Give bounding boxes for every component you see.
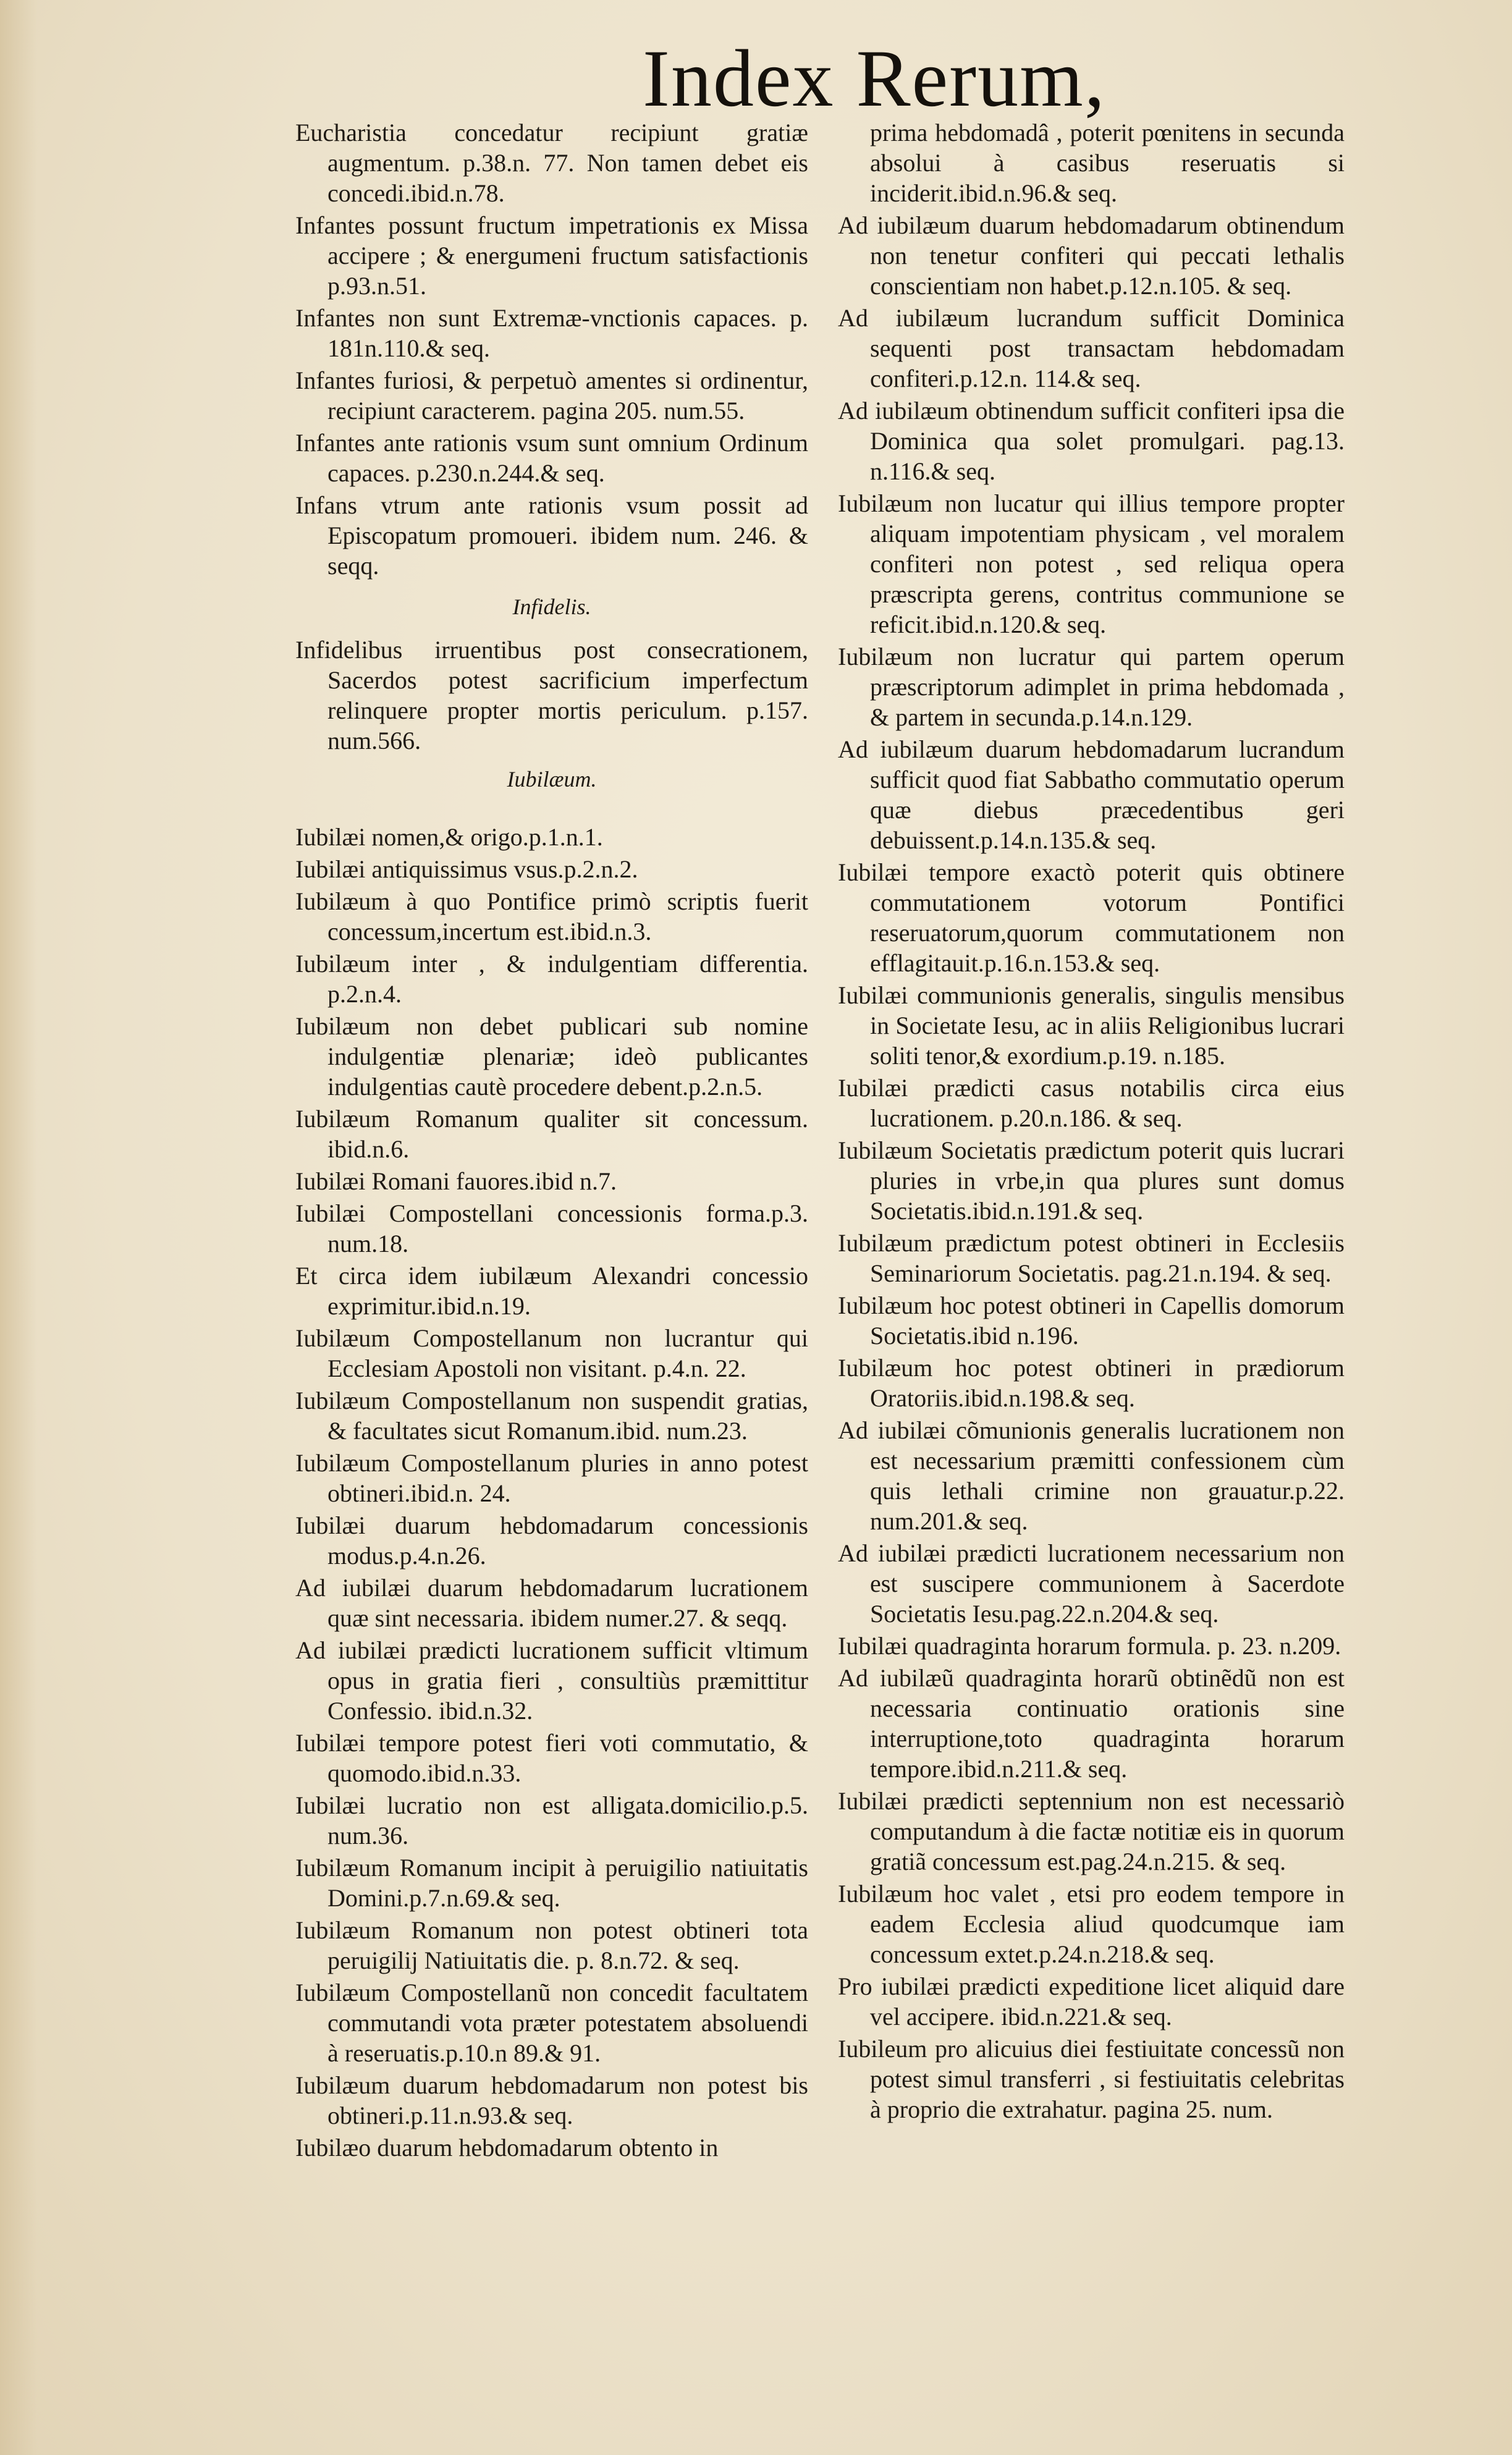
index-entry: Iubilæi prædicti septennium non est necessariò computandum à die factæ notitiæ eis in quorum gratiã concessum est.pag.24.n.215. & seq. [838, 1787, 1345, 1875]
index-entry: Et circa idem iubilæum Alexandri concessio exprimitur.ibid.n.19. [295, 1262, 808, 1320]
index-entry: Pro iubilæi prædicti expeditione licet aliquid dare vel accipere. ibid.n.221.& seq. [838, 1972, 1345, 2030]
index-entry: Ad iubilæi prædicti lucrationem sufficit vltimum opus in gratia fieri , consultiùs præmittitur Confessio. ibid.n.32. [295, 1636, 808, 1725]
index-entry: Iubilæum hoc potest obtineri in Capellis domorum Societatis.ibid n.196. [838, 1291, 1345, 1350]
index-entry: Iubilæum prædictum potest obtineri in Ecclesiis Seminariorum Societatis. pag.21.n.194. & seq. [838, 1229, 1345, 1287]
index-entry: Iubilæum Compostellanum non lucrantur qui Ecclesiam Apostoli non visitant. p.4.n. 22. [295, 1324, 808, 1382]
index-entry: Iubilæi duarum hebdomadarum concessionis modus.p.4.n.26. [295, 1511, 808, 1570]
index-entry: Iubilæum Romanum incipit à peruigilio natiuitatis Domini.p.7.n.69.& seq. [295, 1854, 808, 1912]
index-entry: Iubilæum Compostellanum non suspendit gratias, & facultates sicut Romanum.ibid. num.23. [295, 1387, 808, 1445]
index-entry: Iubilæi antiquissimus vsus.p.2.n.2. [295, 855, 638, 883]
index-entry: Ad iubilæum duarum hebdomadarum obtinendum non tenetur confiteri qui peccati lethalis conscientiam non habet.p.12.n.105. & seq. [838, 211, 1345, 300]
index-entry: Iubilæum non lucratur qui partem operum præscriptorum adimplet in prima hebdomada , & partem in secunda.p.14.n.129. [838, 643, 1345, 731]
index-entry: Infantes furiosi, & perpetuò amentes si ordinentur, recipiunt caracterem. pagina 205. num.55. [295, 366, 808, 425]
page-title: Index Rerum, [643, 33, 1106, 124]
index-entry: Iubilæum Compostellanum pluries in anno potest obtineri.ibid.n. 24. [295, 1449, 808, 1507]
index-entry: Iubilæi prædicti casus notabilis circa eius lucrationem. p.20.n.186. & seq. [838, 1074, 1345, 1132]
index-entry: Infantes non sunt Extremæ-vnctionis capaces. p. 181n.110.& seq. [295, 304, 808, 362]
index-entry: Ad iubilæum duarum hebdomadarum lucrandum sufficit quod fiat Sabbatho commutatio operum quæ diebus præcedentibus geri debuissent.p.14.n.135.& seq. [838, 735, 1345, 854]
index-entry: Iubilæum duarum hebdomadarum non potest bis obtineri.p.11.n.93.& seq. [295, 2071, 808, 2129]
left-column [295, 117, 808, 2165]
index-entry: Infantes ante rationis vsum sunt omnium Ordinum capaces. p.230.n.244.& seq. [295, 429, 808, 487]
section-heading: Iubilæum. [507, 767, 597, 792]
index-entry: Iubileum pro alicuius diei festiuitate concessũ non potest simul transferri , si festiuitatis celebritas à proprio die extrahatur. pagina 25. num. [838, 2035, 1345, 2123]
index-entry: Iubilæi lucratio non est alligata.domicilio.p.5. num.36. [295, 1791, 808, 1849]
index-entry: Iubilæum Compostellanũ non concedit facultatem commutandi vota præter potestatem absoluendi à reseruatis.p.10.n 89.& 91. [295, 1979, 808, 2067]
index-entry: prima hebdomadâ , poterit pœnitens in secunda absolui à casibus reseruatis si inciderit.ibid.n.96.& seq. [870, 119, 1345, 207]
index-entry: Ad iubilæi cõmunionis generalis lucrationem non est necessarium præmitti confessionem cùm quis lethali crimine non grauatur.p.22. num.201.& seq. [838, 1416, 1345, 1535]
index-entry: Iubilæi nomen,& origo.p.1.n.1. [295, 823, 603, 851]
index-entry: Ad iubilæum lucrandum sufficit Dominica sequenti post transactam hebdomadam confiteri.p.12.n. 114.& seq. [838, 304, 1345, 392]
index-entry: Infans vtrum ante rationis vsum possit ad Episcopatum promoueri. ibidem num. 246. & seqq. [295, 491, 808, 580]
index-entry: Iubilæum à quo Pontifice primò scriptis fuerit concessum,incertum est.ibid.n.3. [295, 887, 808, 945]
index-entry: Ad iubilæi prædicti lucrationem necessarium non est suscipere communionem à Sacerdote Societatis Iesu.pag.22.n.204.& seq. [838, 1539, 1345, 1628]
index-entry: Eucharistia concedatur recipiunt gratiæ augmentum. p.38.n. 77. Non tamen debet eis concedi.ibid.n.78. [295, 119, 808, 207]
index-entry: Iubilæum inter , & indulgentiam differentia. p.2.n.4. [295, 950, 808, 1008]
index-entry: Ad iubilæi duarum hebdomadarum lucrationem quæ sint necessaria. ibidem numer.27. & seqq. [295, 1574, 808, 1632]
section-heading: Infidelis. [512, 594, 591, 619]
index-entry: Iubilæum hoc potest obtineri in prædiorum Oratoriis.ibid.n.198.& seq. [838, 1354, 1345, 1412]
index-entry: Iubilæi tempore potest fieri voti commutatio, & quomodo.ibid.n.33. [295, 1729, 808, 1787]
index-entry: Iubilæum hoc valet , etsi pro eodem tempore in eadem Ecclesia aliud quodcumque iam concessum extet.p.24.n.218.& seq. [838, 1880, 1345, 1968]
index-entry: Iubilæum Romanum qualiter sit concessum. ibid.n.6. [295, 1105, 808, 1163]
index-entry: Iubilæum Romanum non potest obtineri tota peruigilij Natiuitatis die. p. 8.n.72. & seq. [295, 1916, 808, 1974]
index-entry: Iubilæo duarum hebdomadarum obtento in [295, 2134, 719, 2161]
index-entry: Infidelibus irruentibus post consecrationem, Sacerdos potest sacrificium imperfectum relinquere propter mortis periculum. p.157. num.566. [295, 636, 808, 754]
index-entry: Iubilæum Societatis prædictum poterit quis lucrari pluries in vrbe,in qua plures sunt domus Societatis.ibid.n.191.& seq. [838, 1136, 1345, 1225]
index-entry: Iubilæi Romani fauores.ibid n.7. [295, 1167, 617, 1195]
index-entry: Ad iubilæũ quadraginta horarũ obtinẽdũ non est necessaria continuatio orationis sine interruptione,toto quadraginta horarum tempore.ibid.n.211.& seq. [838, 1664, 1345, 1783]
index-entry: Iubilæi communionis generalis, singulis mensibus in Societate Iesu, ac in aliis Religionibus lucrari soliti tenor,& exordium.p.19. n.185. [838, 981, 1345, 1070]
index-entry: Infantes possunt fructum impetrationis ex Missa accipere ; & energumeni fructum satisfactionis p.93.n.51. [295, 211, 808, 300]
index-entry: Iubilæum non debet publicari sub nomine indulgentiæ plenariæ; ideò publicantes indulgentias cautè procedere debent.p.2.n.5. [295, 1012, 808, 1101]
right-column [838, 117, 1345, 2126]
index-entry: Iubilæi tempore exactò poterit quis obtinere commutationem votorum Pontifici reseruatorum,quorum commutationem non efflagitauit.p.16.n.153.& seq. [838, 858, 1345, 977]
index-entry: Iubilæi Compostellani concessionis forma.p.3. num.18. [295, 1199, 808, 1257]
index-entry: Iubilæum non lucatur qui illius tempore propter aliquam impotentiam physicam , vel moralem confiteri non potest , sed reliqua opera præscripta gerens, contritus communione se reficit.ibid.n.120.& seq. [838, 489, 1345, 638]
index-entry: Iubilæi quadraginta horarum formula. p. 23. n.209. [838, 1632, 1341, 1660]
index-entry: Ad iubilæum obtinendum sufficit confiteri ipsa die Dominica qua solet promulgari. pag.13. n.116.& seq. [838, 397, 1345, 485]
